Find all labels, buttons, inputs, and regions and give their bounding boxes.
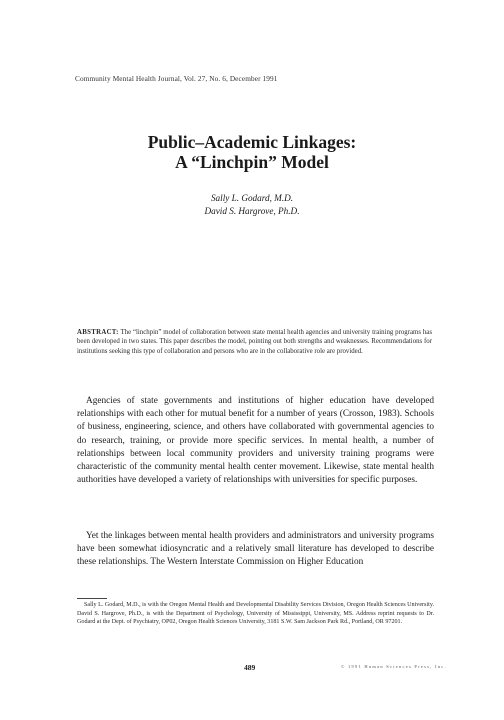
author-footnote: Sally L. Godard, M.D., is with the Oregon Mental Health and Developmental Disability Services Division, Oregon Health Sciences University. David S. Hargrove, Ph.D., is with the Department of Psychology, University of Mississippi, University, MS. Address reprint requests to Dr. Godard at the Dept. of Psychiatry, OP02, Oregon Health Sciences University, 3181 S.W. Sam Jackson Park Rd., Portland, OR 97201. (77, 602, 434, 626)
abstract-label: ABSTRACT: (77, 329, 119, 336)
copyright-notice: © 1991 Human Sciences Press, Inc. (341, 664, 447, 669)
body-paragraph-1: Agencies of state governments and institutions of higher education have developed relationships with each other for mutual benefit for a number of years (Crosson, 1983). Schools of business, engineering, science, and others have collaborated with governmental agencies to do research, training, or provide more specific services. In mental health, a number of relationships between local community providers and university training programs were characteristic of the community mental health center movement. Likewise, state mental health authorities have developed a variety of relationships with universities for specific purposes. (77, 396, 434, 486)
footnote-rule (77, 598, 107, 599)
author-1: Sally L. Godard, M.D. (210, 193, 294, 203)
page-number: 489 (244, 663, 256, 672)
article-title-line-1: Public–Academic Linkages: (147, 132, 357, 152)
article-title-line-2: A “Linchpin” Model (175, 152, 329, 172)
author-2: David S. Hargrove, Ph.D. (204, 206, 300, 216)
body-paragraph-2: Yet the linkages between mental health providers and administrators and university programs have been somewhat idiosyncratic and a relatively small literature has developed to describe these relationships. The Western Interstate Commission on Higher Education (77, 531, 434, 568)
running-head: Community Mental Health Journal, Vol. 27, No. 6, December 1991 (75, 74, 278, 83)
abstract-text: The “linchpin” model of collaboration between state mental health agencies and university training programs has been developed in two states. This paper describes the model, pointing out both strengths and weaknesses. Recommendations for institutions seeking this type of collaboration and persons who are in the collaborative role are provided. (77, 329, 432, 355)
abstract (77, 328, 432, 356)
